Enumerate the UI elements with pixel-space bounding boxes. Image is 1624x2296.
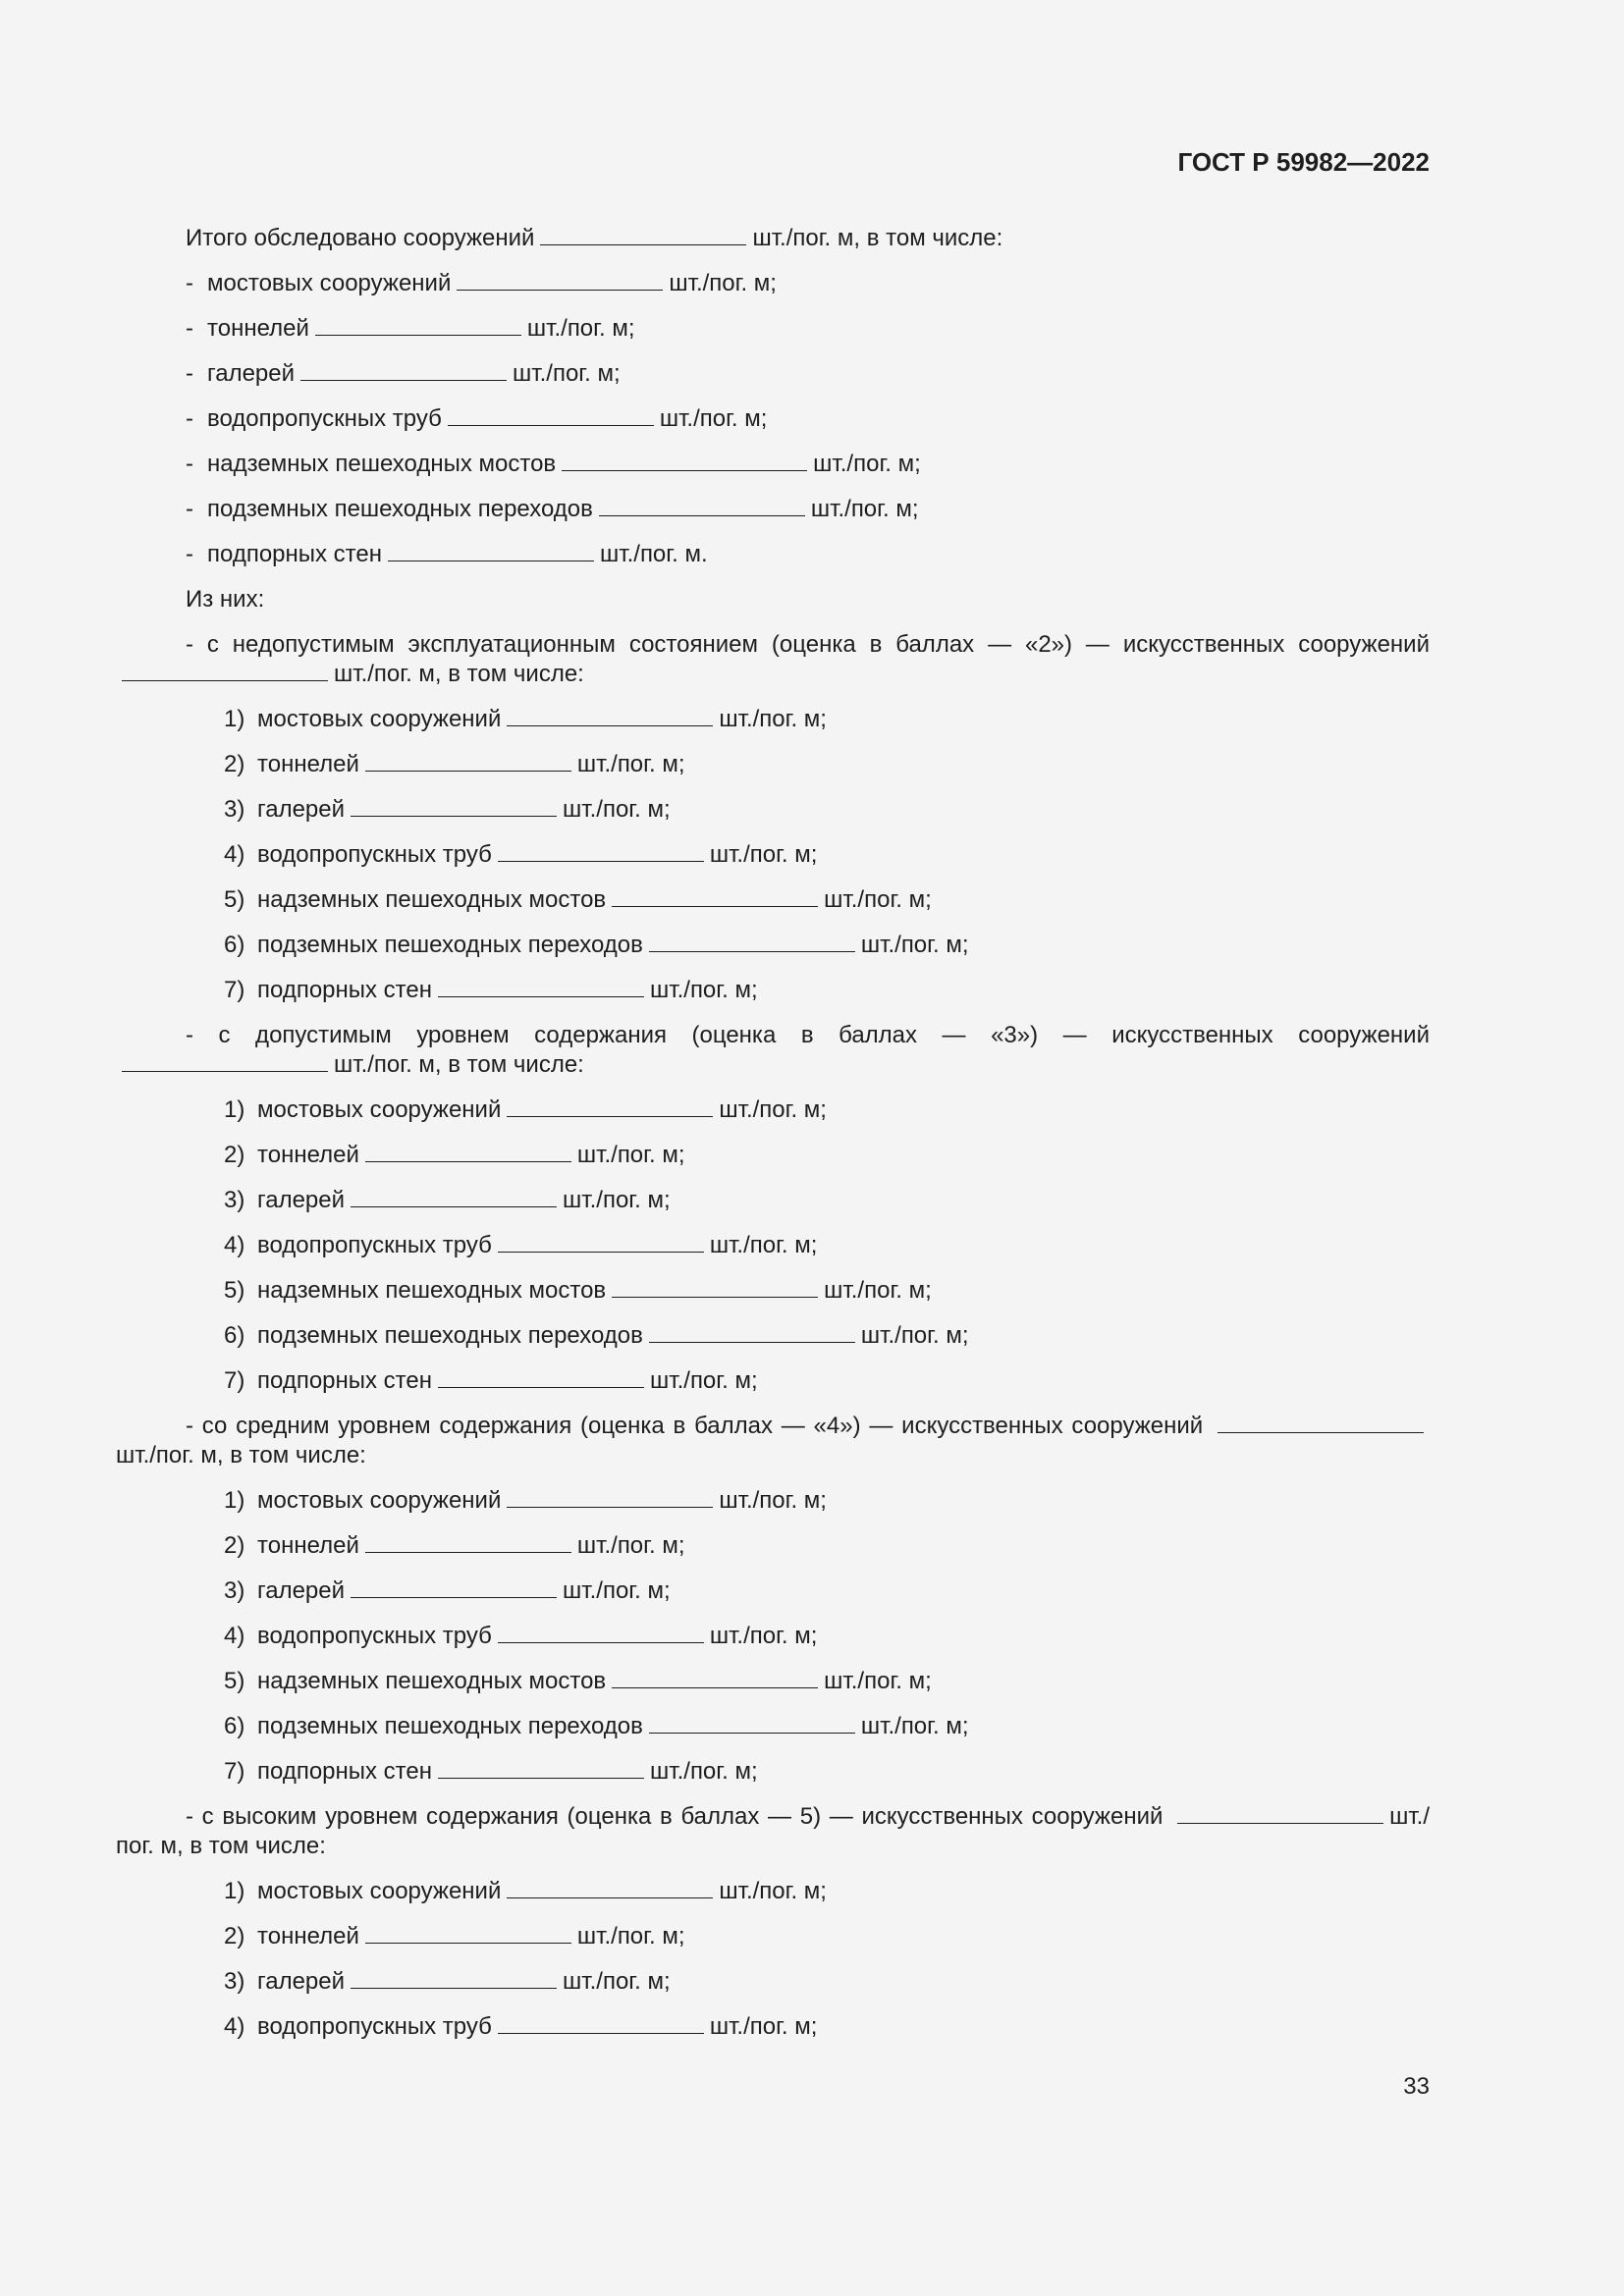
item-unit: шт./пог. м; — [576, 751, 685, 777]
blank-field[interactable] — [315, 315, 521, 336]
blank-field[interactable] — [507, 1096, 713, 1117]
item-unit: шт./пог. м; — [709, 2013, 818, 2040]
item-number: 3) — [224, 796, 245, 823]
list-item — [116, 1095, 1430, 1125]
item-label: галерей — [257, 1968, 346, 1995]
item-label: подземных пешеходных переходов — [257, 1713, 643, 1739]
item-label: тоннелей — [257, 1532, 359, 1559]
list-item — [116, 1486, 1430, 1516]
blank-field[interactable] — [612, 886, 818, 907]
list-item — [116, 450, 1430, 479]
list-item — [116, 1531, 1430, 1561]
item-label: надземных пешеходных мостов — [207, 451, 557, 477]
item-number: 1) — [224, 1878, 245, 1904]
list-item — [116, 840, 1430, 870]
blank-field[interactable] — [365, 751, 571, 772]
blank-field[interactable] — [448, 405, 654, 426]
item-unit: шт./пог. м; — [860, 1713, 969, 1739]
group-label: - со средним уровнем содержания (оценка в баллах — «4») — искусственных сооружений — [186, 1413, 1204, 1439]
item-label: подземных пешеходных переходов — [257, 932, 643, 958]
item-unit: шт./пог. м; — [669, 270, 777, 296]
item-unit: шт./пог. м; — [813, 451, 921, 477]
list-item — [116, 2012, 1430, 2042]
item-unit: шт./пог. м; — [650, 1758, 758, 1785]
item-label: надземных пешеходных мостов — [257, 1668, 607, 1694]
item-label: мостовых сооружений — [257, 706, 502, 732]
item-unit: шт./пог. м; — [659, 405, 768, 432]
item-number: 7) — [224, 1758, 245, 1785]
list-item — [116, 750, 1430, 779]
blank-field[interactable] — [612, 1668, 818, 1688]
item-unit: шт./пог. м; — [576, 1532, 685, 1559]
item-label: галерей — [207, 360, 296, 387]
dash-marker: - — [186, 405, 193, 432]
item-unit: шт./пог. м; — [650, 1367, 758, 1394]
item-label: водопропускных труб — [257, 841, 492, 868]
blank-field[interactable] — [498, 841, 704, 862]
group-heading — [116, 1412, 1430, 1470]
item-unit: шт./пог. м; — [709, 841, 818, 868]
dash-marker: - — [186, 315, 193, 342]
item-number: 2) — [224, 751, 245, 777]
item-label: подпорных стен — [257, 1367, 433, 1394]
list-item — [116, 1366, 1430, 1396]
item-label: надземных пешеходных мостов — [257, 886, 607, 913]
item-number: 2) — [224, 1923, 245, 1949]
item-unit: шт./пог. м; — [824, 886, 932, 913]
item-unit: шт./пог. м; — [513, 360, 621, 387]
item-number: 6) — [224, 1322, 245, 1349]
group-unit: шт./пог. м, в том числе: — [334, 661, 584, 687]
item-unit: шт./пог. м. — [600, 541, 708, 567]
group-label: - с высоким уровнем содержания (оценка в баллах — 5) — искусственных сооружений — [186, 1803, 1164, 1830]
item-number: 4) — [224, 1623, 245, 1649]
item-label: подпорных стен — [257, 1758, 433, 1785]
blank-field[interactable] — [649, 932, 855, 952]
list-item — [116, 931, 1430, 960]
group-heading — [116, 1802, 1430, 1861]
item-label: тоннелей — [257, 1142, 359, 1168]
blank-field[interactable] — [365, 1532, 571, 1553]
item-unit: шт./пог. м; — [719, 1096, 827, 1123]
blank-field[interactable] — [438, 977, 644, 997]
list-item — [116, 705, 1430, 734]
intro-label: Итого обследовано сооружений — [186, 225, 535, 251]
item-unit: шт./пог. м; — [860, 1322, 969, 1349]
blank-field[interactable] — [351, 1577, 557, 1598]
item-unit: шт./пог. м; — [719, 1487, 827, 1514]
intro-line — [116, 224, 1430, 253]
group-unit: шт./пог. м, в том числе: — [116, 1803, 1430, 1859]
item-number: 7) — [224, 1367, 245, 1394]
item-label: мостовых сооружений — [207, 270, 452, 296]
blank-field[interactable] — [498, 1623, 704, 1643]
item-number: 1) — [224, 1096, 245, 1123]
item-label: водопропускных труб — [257, 1623, 492, 1649]
list-item — [116, 795, 1430, 825]
page-number: 33 — [1403, 2073, 1430, 2100]
blank-field[interactable] — [365, 1923, 571, 1944]
blank-field[interactable] — [388, 541, 594, 561]
list-item — [116, 1922, 1430, 1951]
item-number: 3) — [224, 1968, 245, 1995]
blank-field[interactable] — [351, 796, 557, 817]
item-label: тоннелей — [207, 315, 309, 342]
item-number: 4) — [224, 1232, 245, 1258]
blank-field[interactable] — [562, 451, 807, 471]
item-unit: шт./пог. м; — [526, 315, 635, 342]
dash-marker: - — [186, 270, 193, 296]
list-item — [116, 1276, 1430, 1306]
blank-field[interactable] — [498, 1232, 704, 1253]
item-number: 5) — [224, 1277, 245, 1304]
item-unit: шт./пог. м; — [563, 1968, 671, 1995]
dash-marker: - — [186, 451, 193, 477]
intro-unit: шт./пог. м, в том числе: — [752, 225, 1003, 251]
item-unit: шт./пог. м; — [860, 932, 969, 958]
list-item — [116, 1757, 1430, 1787]
list-item — [116, 1321, 1430, 1351]
group-label: - с недопустимым эксплуатационным состоянием (оценка в баллах — «2») — искусственных сооружений — [186, 631, 1430, 658]
list-item — [116, 495, 1430, 524]
blank-field[interactable] — [300, 360, 507, 381]
item-label: тоннелей — [257, 1923, 359, 1949]
list-item — [116, 1712, 1430, 1741]
dash-marker: - — [186, 541, 193, 567]
list-item — [116, 976, 1430, 1005]
item-label: подпорных стен — [257, 977, 433, 1003]
item-unit: шт./пог. м; — [709, 1623, 818, 1649]
item-number: 1) — [224, 1487, 245, 1514]
blank-field[interactable] — [122, 661, 328, 681]
dash-marker: - — [186, 496, 193, 522]
blank-field[interactable] — [612, 1277, 818, 1298]
blank-field[interactable] — [351, 1187, 557, 1207]
item-number: 1) — [224, 706, 245, 732]
item-unit: шт./пог. м; — [824, 1668, 932, 1694]
item-unit: шт./пог. м; — [650, 977, 758, 1003]
item-label: надземных пешеходных мостов — [257, 1277, 607, 1304]
item-label: мостовых сооружений — [257, 1878, 502, 1904]
group-heading — [116, 1021, 1430, 1080]
dash-marker: - — [186, 360, 193, 387]
item-label: галерей — [257, 796, 346, 823]
list-item — [116, 1186, 1430, 1215]
item-number: 2) — [224, 1532, 245, 1559]
group-heading — [116, 630, 1430, 689]
item-number: 3) — [224, 1577, 245, 1604]
item-unit: шт./пог. м; — [563, 1187, 671, 1213]
item-label: мостовых сооружений — [257, 1487, 502, 1514]
item-unit: шт./пог. м; — [824, 1277, 932, 1304]
blank-field[interactable] — [438, 1758, 644, 1779]
of-them-label: Из них: — [186, 586, 265, 613]
blank-field[interactable] — [649, 1322, 855, 1343]
item-unit: шт./пог. м; — [719, 706, 827, 732]
item-number: 6) — [224, 1713, 245, 1739]
blank-field[interactable] — [457, 270, 663, 291]
item-unit: шт./пог. м; — [709, 1232, 818, 1258]
list-item — [116, 1877, 1430, 1906]
group-unit: шт./пог. м, в том числе: — [116, 1442, 366, 1468]
list-item — [116, 1622, 1430, 1651]
item-label: подпорных стен — [207, 541, 383, 567]
item-number: 4) — [224, 841, 245, 868]
document-code: ГОСТ Р 59982—2022 — [1177, 147, 1430, 177]
blank-field[interactable] — [498, 2013, 704, 2034]
blank-field[interactable] — [540, 225, 746, 245]
list-item — [116, 1576, 1430, 1606]
list-item — [116, 404, 1430, 434]
item-number: 4) — [224, 2013, 245, 2040]
item-label: галерей — [257, 1577, 346, 1604]
item-label: подземных пешеходных переходов — [207, 496, 593, 522]
item-label: водопропускных труб — [257, 2013, 492, 2040]
item-unit: шт./пог. м; — [576, 1142, 685, 1168]
list-item — [116, 269, 1430, 298]
blank-field[interactable] — [599, 496, 805, 516]
item-label: подземных пешеходных переходов — [257, 1322, 643, 1349]
item-label: мостовых сооружений — [257, 1096, 502, 1123]
list-item — [116, 314, 1430, 344]
list-item — [116, 1141, 1430, 1170]
list-item — [116, 885, 1430, 915]
blank-field[interactable] — [351, 1968, 557, 1989]
item-unit: шт./пог. м; — [563, 1577, 671, 1604]
list-item — [116, 1667, 1430, 1696]
item-unit: шт./пог. м; — [719, 1878, 827, 1904]
blank-field[interactable] — [507, 1878, 713, 1898]
blank-field[interactable] — [507, 706, 713, 726]
blank-field[interactable] — [122, 1051, 328, 1072]
item-unit: шт./пог. м; — [563, 796, 671, 823]
item-number: 7) — [224, 977, 245, 1003]
blank-field[interactable] — [507, 1487, 713, 1508]
item-label: галерей — [257, 1187, 346, 1213]
item-number: 5) — [224, 1668, 245, 1694]
blank-field[interactable] — [649, 1713, 855, 1734]
item-unit: шт./пог. м; — [810, 496, 919, 522]
item-label: водопропускных труб — [257, 1232, 492, 1258]
list-item — [116, 1231, 1430, 1260]
list-item — [116, 1967, 1430, 1997]
item-number: 3) — [224, 1187, 245, 1213]
blank-field[interactable] — [365, 1142, 571, 1162]
item-number: 6) — [224, 932, 245, 958]
blank-field[interactable] — [438, 1367, 644, 1388]
blank-field[interactable] — [1177, 1803, 1383, 1824]
form-content — [116, 224, 1430, 2057]
blank-field[interactable] — [1218, 1413, 1424, 1433]
group-unit: шт./пог. м, в том числе: — [334, 1051, 584, 1078]
item-label: водопропускных труб — [207, 405, 442, 432]
item-label: тоннелей — [257, 751, 359, 777]
item-number: 2) — [224, 1142, 245, 1168]
item-unit: шт./пог. м; — [576, 1923, 685, 1949]
item-number: 5) — [224, 886, 245, 913]
list-item — [116, 359, 1430, 389]
list-item — [116, 540, 1430, 569]
group-label: - с допустимым уровнем содержания (оценка в баллах — «3») — искусственных сооружений — [186, 1022, 1430, 1048]
